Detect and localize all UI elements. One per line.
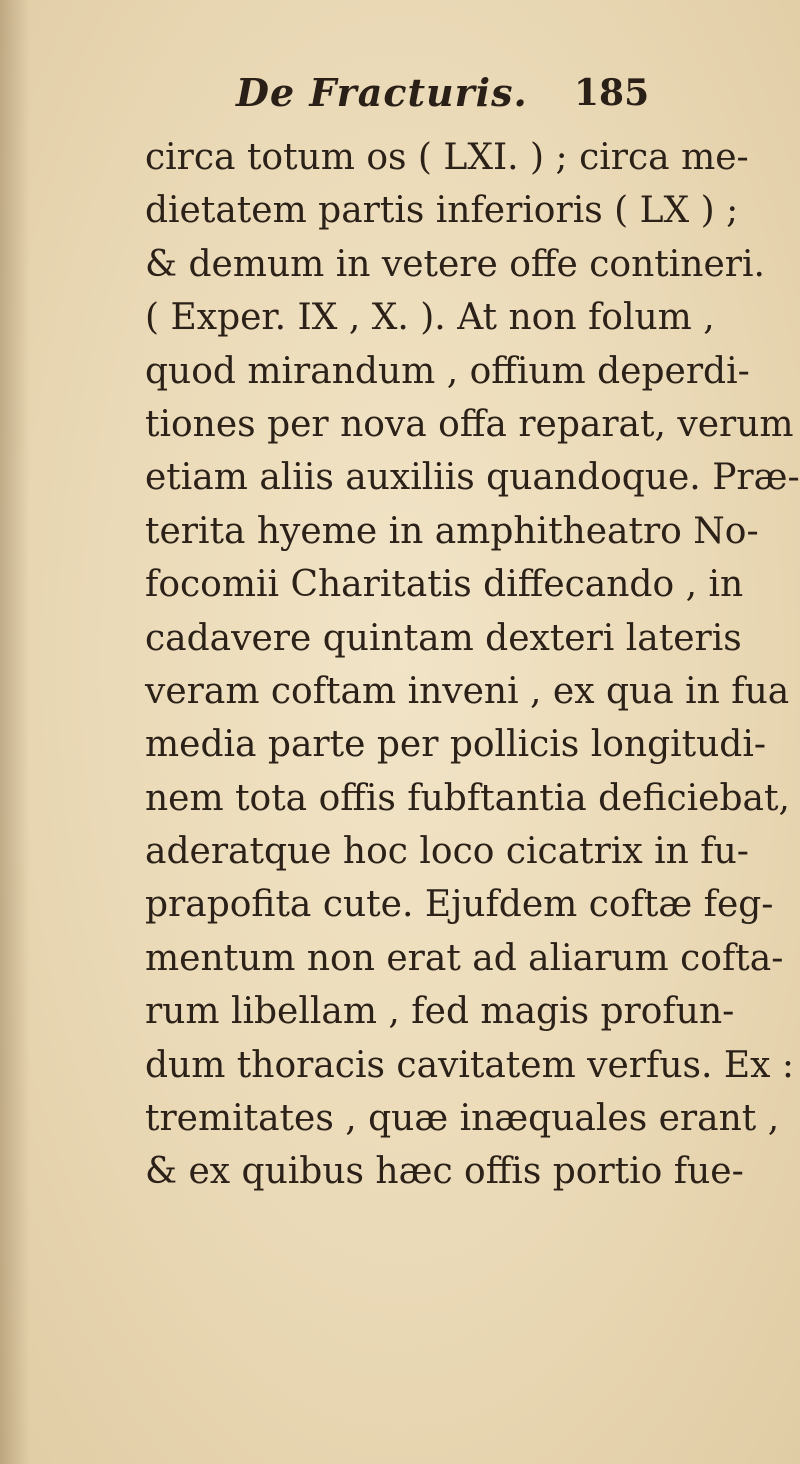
text-line: cadavere quintam dexteri lateris <box>145 617 742 659</box>
text-line: nem tota offis fubftantia deficiebat, <box>145 777 790 819</box>
text-line: & ex quibus hæc offis portio fue- <box>145 1151 744 1193</box>
text-line: veram coftam inveni , ex qua in fua <box>145 670 790 712</box>
body-text <box>145 131 800 1199</box>
text-line: etiam aliis auxiliis quandoque. Præ- <box>145 457 800 499</box>
text-line: quod mirandum , offium deperdi- <box>145 350 750 392</box>
text-line: dum thoracis cavitatem verfus. Ex : <box>145 1044 795 1086</box>
text-line: circa totum os ( LXI. ) ; circa me- <box>145 137 749 178</box>
text-line: terita hyeme in amphitheatro No- <box>145 510 759 552</box>
text-line: aderatque hoc loco cicatrix in fu- <box>145 831 749 873</box>
page-gutter-shadow <box>0 0 30 1464</box>
text-line: mentum non erat ad aliarum cofta- <box>145 937 784 979</box>
text-line: rum libellam , fed magis profun- <box>145 991 735 1033</box>
text-line: tremitates , quæ inæquales erant , <box>145 1098 780 1140</box>
text-line: dietatem partis inferioris ( LX ) ; <box>145 190 739 232</box>
running-head-title: De Fracturis. <box>236 70 528 115</box>
text-line: tiones per nova offa reparat, verum <box>145 403 794 445</box>
text-line: ( Exper. IX , X. ). At non folum , <box>145 297 715 339</box>
text-line: & demum in vetere offe contineri. <box>145 243 765 285</box>
text-line: focomii Charitatis diffecando , in <box>145 564 744 606</box>
running-head <box>0 70 800 120</box>
page-number: 185 <box>574 72 650 114</box>
text-line: media parte per pollicis longitudi- <box>145 724 766 766</box>
text-line: prapofita cute. Ejufdem coftæ feg- <box>145 884 774 926</box>
